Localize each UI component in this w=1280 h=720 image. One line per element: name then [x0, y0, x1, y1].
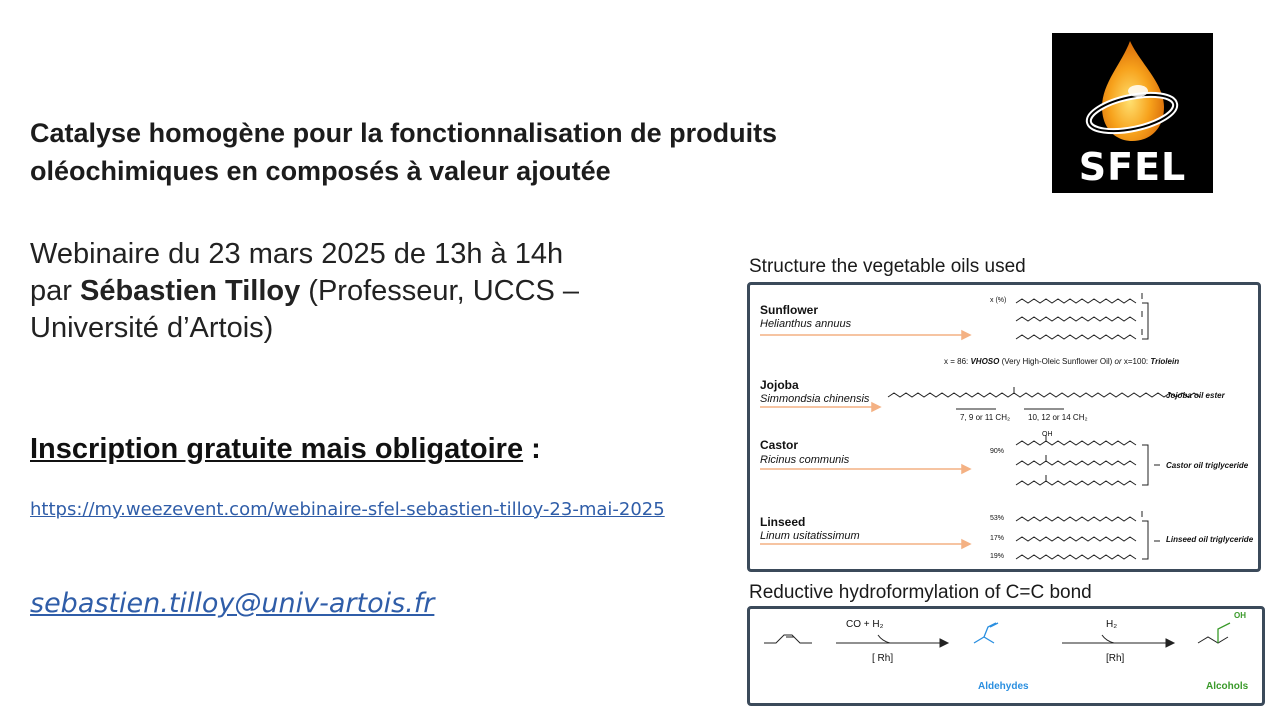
alcohol-oh-label: OH	[1234, 611, 1246, 620]
inscription-colon: :	[523, 433, 541, 465]
product-aldehydes: Aldehydes	[978, 681, 1029, 692]
jojoba-range-2: 10, 12 or 14 CH₂	[1028, 413, 1088, 422]
sunflower-note-triolein: Triolein	[1150, 357, 1180, 366]
inscription-heading	[30, 433, 541, 466]
inscription-text: Inscription gratuite mais obligatoire	[30, 433, 524, 465]
oil-name-linseed: Linseed	[760, 515, 806, 529]
castor-oh: OH	[1042, 431, 1053, 438]
catalyst-rh-1: [ Rh]	[872, 653, 894, 664]
oil-structures-drawing	[750, 285, 1258, 569]
reagent-h2: H₂	[1106, 619, 1118, 630]
hydroformylation-figure	[747, 606, 1265, 706]
speaker-university: Université d’Artois)	[30, 312, 274, 344]
jojoba-range-1: 7, 9 or 11 CH₂	[960, 413, 1011, 422]
contact-email[interactable]: sebastien.tilloy@univ-artois.fr	[30, 588, 435, 619]
figure1-heading: Structure the vegetable oils used	[749, 256, 1026, 277]
castor-label: Castor oil triglyceride	[1166, 461, 1249, 470]
sunflower-note-or: or	[1114, 357, 1122, 366]
sunflower-note-x100: x=100:	[1121, 357, 1151, 366]
oil-name-castor: Castor	[760, 438, 799, 452]
webinar-speaker-line	[30, 273, 730, 310]
linseed-pct-3: 19%	[990, 553, 1005, 560]
speaker-prefix: par	[30, 275, 80, 307]
speaker-affiliation: (Professeur, UCCS –	[300, 275, 580, 307]
title-line-1: Catalyse homogène pour la fonctionnalisation de produits	[30, 118, 778, 148]
webinar-date: Webinaire du 23 mars 2025 de 13h à 14h	[30, 238, 564, 270]
sunflower-note-prefix: x = 86:	[944, 357, 971, 366]
sfel-logo	[1052, 33, 1213, 193]
logo-text: SFEL	[1078, 145, 1187, 189]
registration-link[interactable]: https://my.weezevent.com/webinaire-sfel-sebastien-tilloy-23-mai-2025	[30, 499, 665, 520]
oil-latin-castor: Ricinus communis	[760, 454, 850, 466]
oil-latin-sunflower: Helianthus annuus	[760, 318, 852, 330]
speaker-name: Sébastien Tilloy	[79, 275, 301, 307]
oil-latin-linseed: Linum usitatissimum	[760, 530, 860, 542]
jojoba-label: Jojoba oil ester	[1166, 391, 1225, 400]
oil-name-sunflower: Sunflower	[760, 303, 819, 317]
vegetable-oils-figure	[747, 282, 1261, 572]
catalyst-rh-2: [Rh]	[1106, 653, 1125, 664]
oil-drop-icon	[1052, 33, 1213, 153]
oil-name-jojoba: Jojoba	[760, 378, 799, 392]
linseed-pct-2: 17%	[990, 535, 1005, 542]
oil-latin-jojoba: Simmondsia chinensis	[760, 393, 870, 405]
sunflower-note-vhoso: VHOSO	[970, 357, 1000, 366]
figure2-heading: Reductive hydroformylation of C=C bond	[749, 582, 1092, 603]
webinar-info	[30, 236, 730, 347]
reagent-co-h2: CO + H₂	[846, 619, 884, 630]
sunflower-note	[944, 357, 1179, 366]
linseed-pct-1: 53%	[990, 515, 1005, 522]
linseed-label: Linseed oil triglyceride	[1166, 535, 1254, 544]
castor-pct: 90%	[990, 448, 1005, 455]
title-line-2: oléochimiques en composés à valeur ajoutée	[30, 156, 611, 186]
product-alcohols: Alcohols	[1206, 681, 1249, 692]
sunflower-note-mid: (Very High-Oleic Sunflower Oil)	[999, 357, 1115, 366]
page-title	[30, 114, 990, 190]
sunflower-x-label: x (%)	[990, 297, 1007, 304]
